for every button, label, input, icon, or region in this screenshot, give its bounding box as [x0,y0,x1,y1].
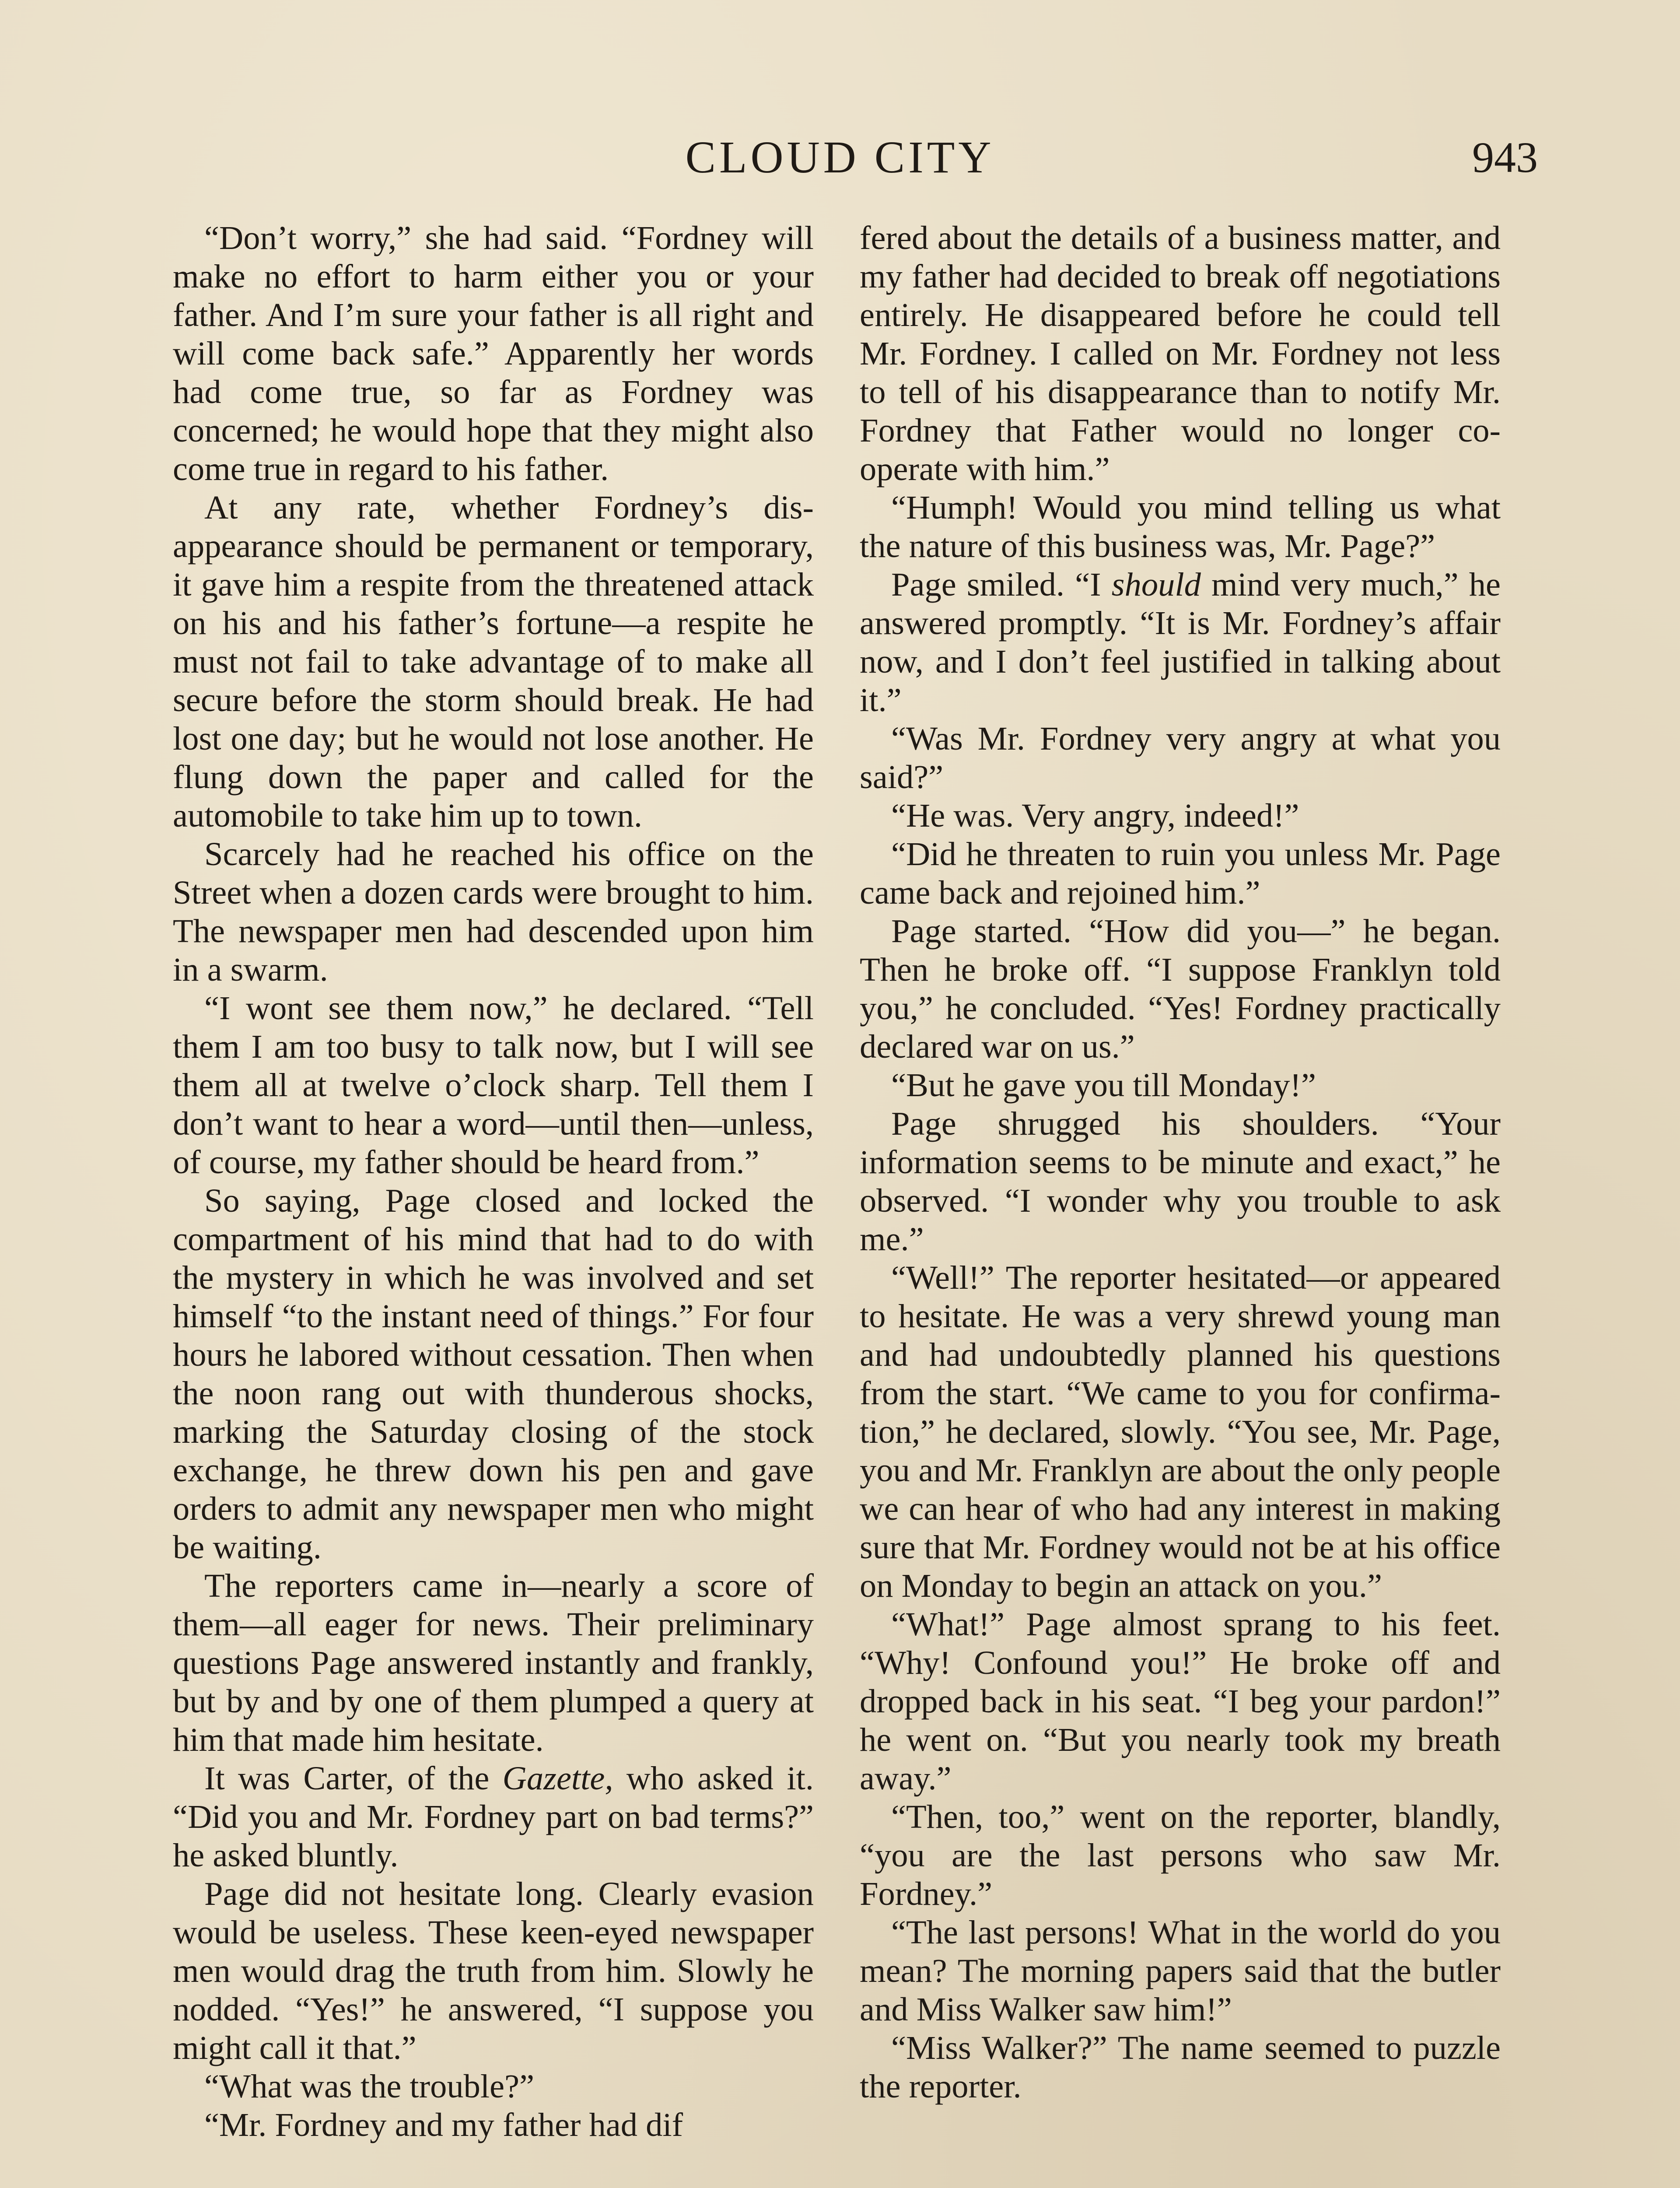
paragraph: At any rate, whether Fordney’s disappearance should be permanent or temporary, it gave him a respite from the threatened attack on his and his father’s fortune—a respite he must not fail to take advantage of to make all secure before the storm should break. He had lost one day; but he would not lose another. He flung down the paper and called for the automobile to take him up to town. [173,489,814,834]
paragraph: Page did not hesitate long. Clearly evasion would be useless. These keen-eyed newspaper men would drag the truth from him. Slowly he nodded. “Yes!” he answered, “I suppose you might call it that.” [173,1875,814,2066]
paragraph: “Was Mr. Fordney very angry at what you said?” [860,720,1501,796]
paragraph: “Humph! Would you mind telling us what the nature of this business was, Mr. Page?” [860,489,1501,565]
paragraph: The reporters came in—nearly a score of them—all eager for news. Their preliminary questions Page answered instantly and frankly, but by and by one of them plumped a query at him that made him hesitate. [173,1567,814,1758]
paragraph: “But he gave you till Monday!” [891,1066,1316,1104]
paragraph: Page shrugged his shoulders. “Your information seems to be minute and exact,” he observed. “I wonder why you trouble to ask me.” [860,1105,1501,1258]
text-run: Page smiled. “I [891,566,1112,603]
paragraph: So saying, Page closed and locked the compartment of his mind that had to do with the mystery in which he was involved and set himself “to the instant need of things.” For four hours he labored without cessation. Then when the noon rang out with thunderous shocks, marking the Saturday closing of the stock exchange, he threw down his pen and gave orders to admit any newspaper men who might be waiting. [173,1182,814,1566]
paragraph: “What was the trouble?” [204,2068,535,2105]
paragraph: “The last persons! What in the world do you mean? The morning papers said that the butler and Miss Walker saw him!” [860,1914,1501,2028]
paragraph: “What!” Page almost sprang to his feet. “Why! Confound you!” He broke off and dropped back in his seat. “I beg your pardon!” he went on. “But you nearly took my breath away.” [860,1606,1501,1797]
paragraph: “Mr. Fordney and my father had dif [204,2106,683,2143]
paragraph-continued: fered about the details of a business matter, and my father had decided to break off negotiations entirely. He disappeared before he could tell Mr. Fordney. I called on Mr. Fordney not less to tell of his disappearance than to notify Mr. Fordney that Father would no longer co-operate with him.” [860,219,1501,487]
paragraph: “Don’t worry,” she had said. “Fordney will make no effort to harm either you or your father. And I’m sure your father is all right and will come back safe.” Apparently her words had come true, so far as Fordney was concerned; he would hope that they might also come true in regard to his father. [173,219,814,487]
text-column-right [860,219,1501,2188]
paragraph [860,565,1501,719]
italic-emphasis: should [1111,566,1201,603]
paragraph [173,1759,814,1875]
paragraph: “Well!” The reporter hesitated—or appeared to hesitate. He was a very shrewd young man and had undoubtedly planned his questions from the start. “We came to you for confirmation,” he declared, slowly. “You see, Mr. Page, you and Mr. Franklyn are about the only people we can hear of who had any interest in making sure that Mr. Fordney would not be at his office on Monday to begin an attack on you.” [860,1259,1501,1604]
paragraph: “He was. Very angry, indeed!” [891,797,1299,834]
page-number: 943 [1472,133,1538,182]
text-run: who asked it. “Did you and Mr. Fordney part on bad terms?” he asked bluntly. [173,1760,814,1874]
paragraph: “Miss Walker?” The name seemed to puzzle the reporter. [860,2029,1501,2105]
running-title: CLOUD CITY [685,132,995,182]
paragraph: Page started. “How did you—” he began. Then he broke off. “I suppose Franklyn told you,” he concluded. “Yes! Fordney practically declared war on us.” [860,912,1501,1065]
text-run: mind very much,” he answered promptly. “It is Mr. Fordney’s affair now, and I don’t feel justified in talking about it.” [860,566,1501,719]
italic-publication-name: Gazette, [502,1760,613,1797]
paragraph: “I wont see them now,” he declared. “Tell them I am too busy to talk now, but I will see them all at twelve o’clock sharp. Tell them I don’t want to hear a word—until then—unless, of course, my father should be heard from.” [173,989,814,1181]
running-header [0,127,1680,188]
paragraph: Scarcely had he reached his office on the Street when a dozen cards were brought to him. The newspaper men had descended upon him in a swarm. [173,835,814,988]
paragraph: “Then, too,” went on the reporter, blandly, “you are the last persons who saw Mr. Fordney.” [860,1798,1501,1912]
paragraph: “Did he threaten to ruin you unless Mr. Page came back and rejoined him.” [860,835,1501,911]
text-column-left [173,219,814,2188]
text-run: It was Carter, of the [204,1760,503,1797]
